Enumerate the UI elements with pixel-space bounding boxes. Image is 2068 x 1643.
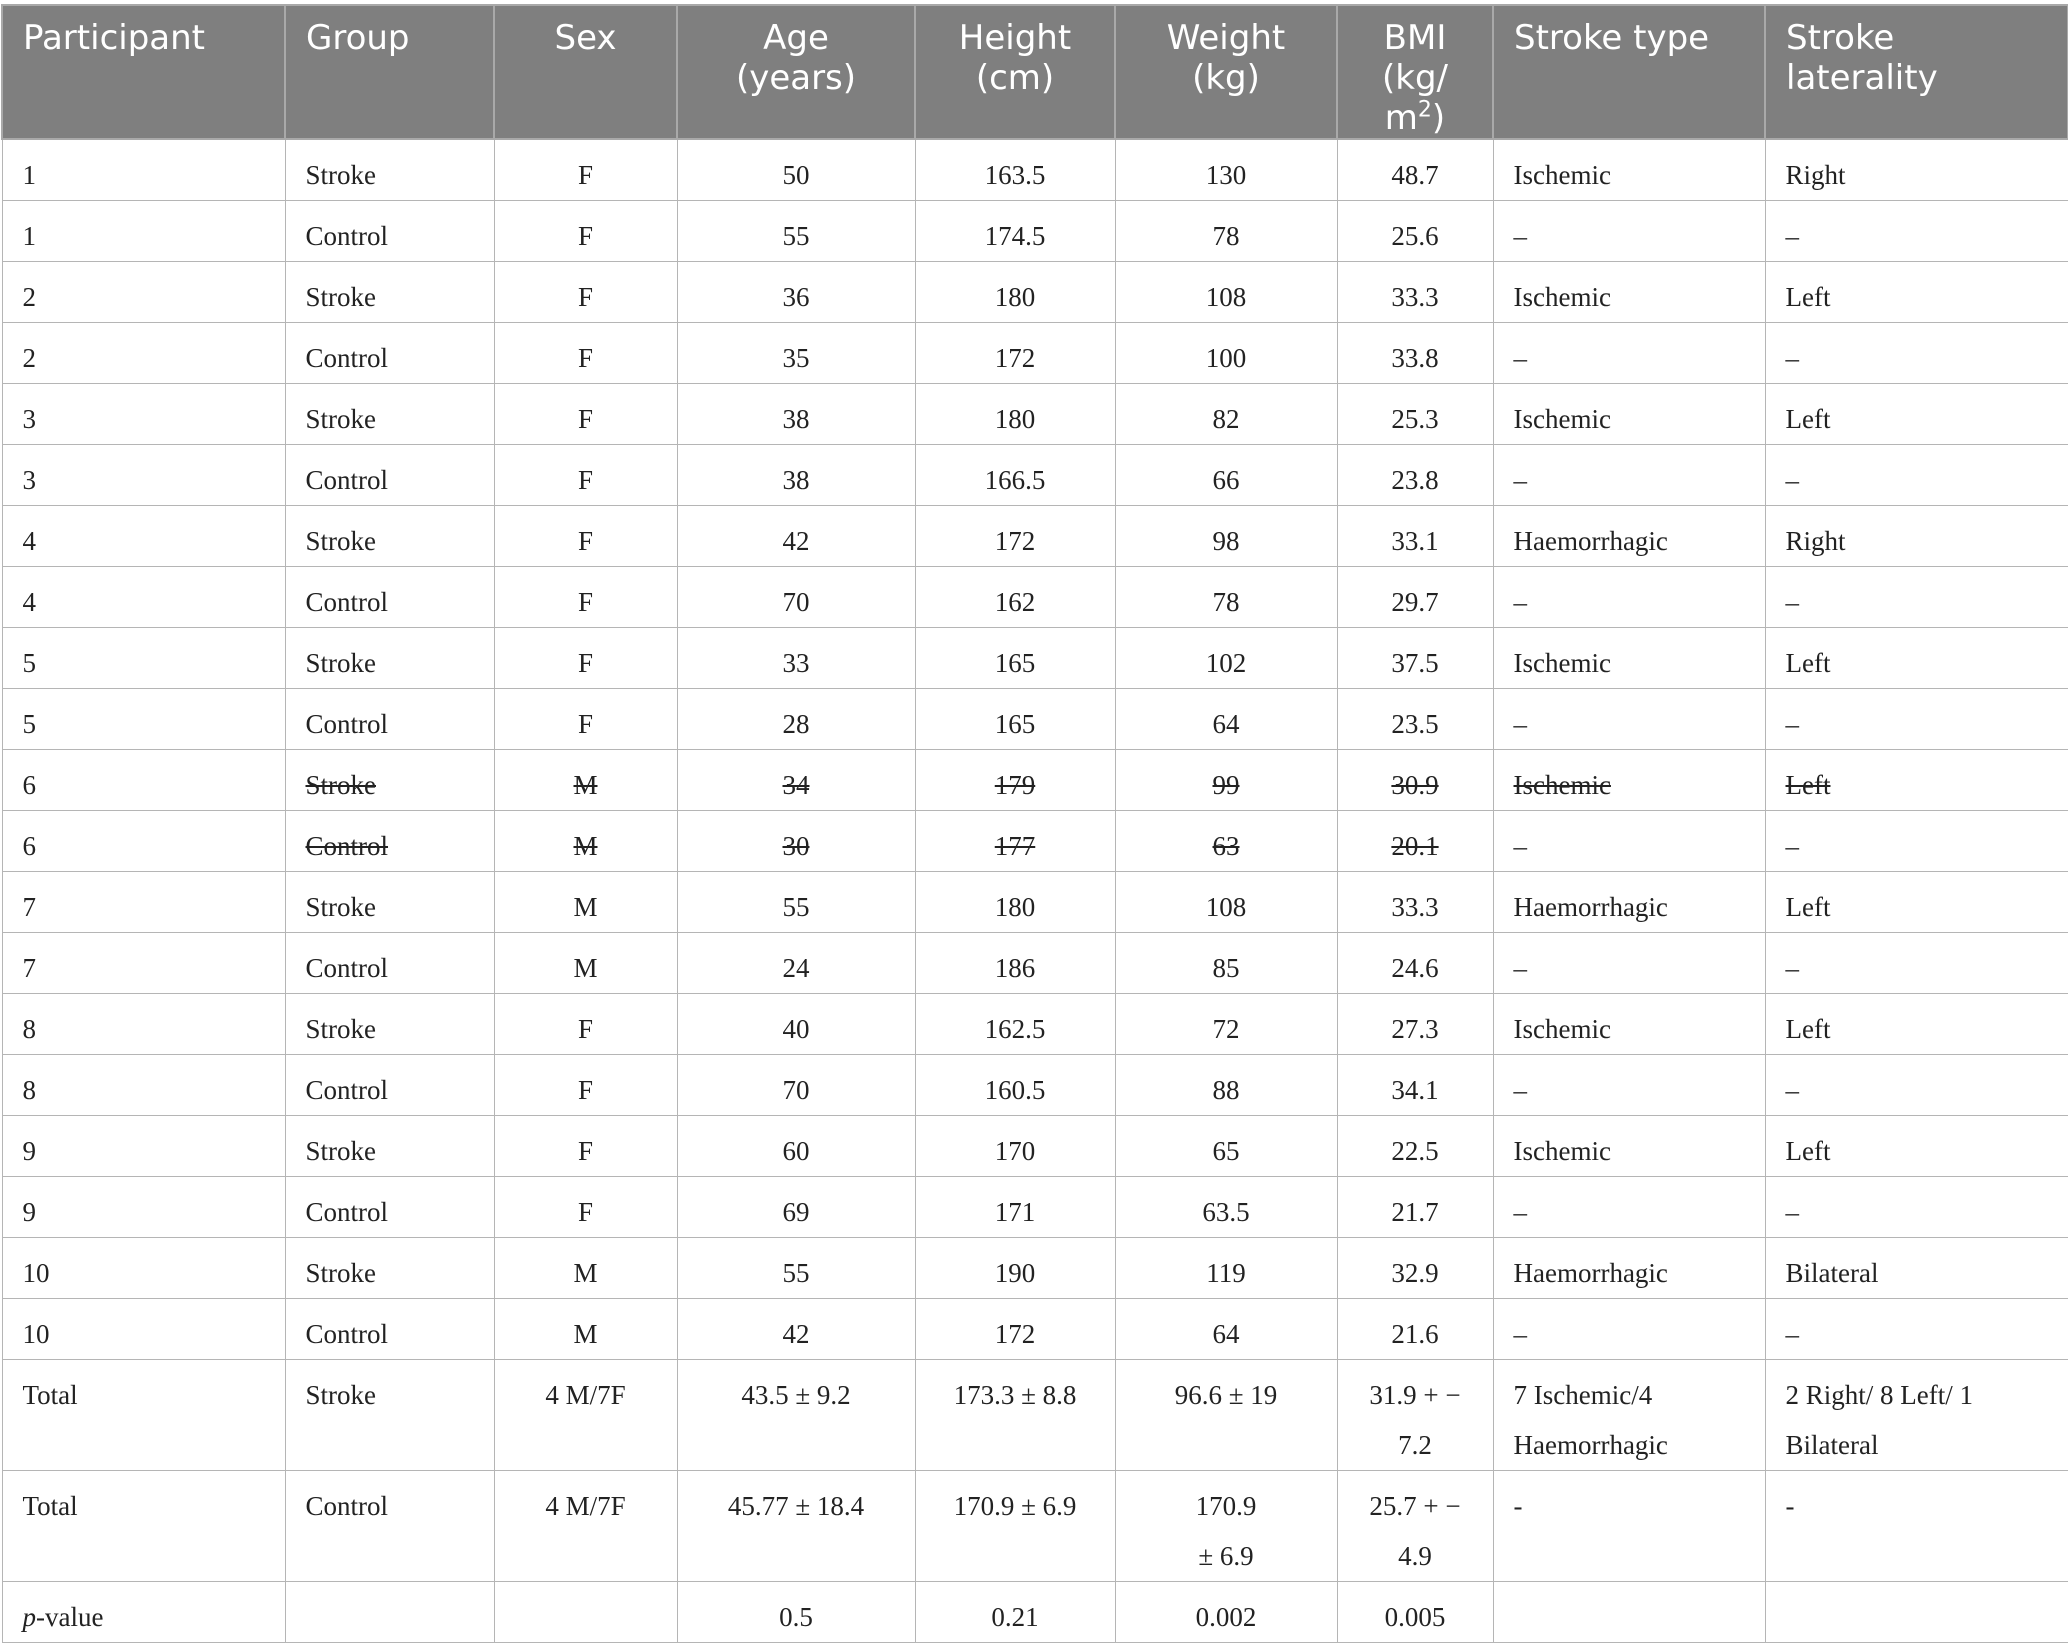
cell-height: 162.5 [915, 994, 1115, 1055]
cell-height: 166.5 [915, 445, 1115, 506]
table-row [2, 445, 2068, 506]
cell-bmi: 31.9 + − 7.2 [1337, 1360, 1493, 1471]
cell-stroke-type: – [1493, 933, 1765, 994]
cell-group: Control [285, 1177, 494, 1238]
cell-height: 171 [915, 1177, 1115, 1238]
cell-bmi: 23.5 [1337, 689, 1493, 750]
cell-stroke-laterality: Left [1765, 1116, 2068, 1177]
cell-stroke-type: – [1493, 1055, 1765, 1116]
cell-stroke-type: Haemorrhagic [1493, 872, 1765, 933]
cell-group: Control [285, 811, 494, 872]
cell-sex: M [494, 1299, 677, 1360]
header-bmi: BMI (kg/ $m^2$) [1337, 5, 1493, 139]
cell-stroke-type: – [1493, 1299, 1765, 1360]
cell-group: Stroke [285, 384, 494, 445]
cell-sex: F [494, 1116, 677, 1177]
cell-sex: F [494, 1177, 677, 1238]
cell-stroke-laterality: – [1765, 933, 2068, 994]
cell-stroke-type: Ischemic [1493, 262, 1765, 323]
cell-participant: 7 [2, 872, 285, 933]
table-row [2, 139, 2068, 201]
cell-weight: 100 [1115, 323, 1337, 384]
cell-age: 36 [677, 262, 915, 323]
cell-bmi: 30.9 [1337, 750, 1493, 811]
cell-pvalue-weight: 0.002 [1115, 1582, 1337, 1643]
cell-weight: 108 [1115, 262, 1337, 323]
cell-stroke-laterality: – [1765, 1177, 2068, 1238]
cell-age: 60 [677, 1116, 915, 1177]
cell-stroke-laterality: Left [1765, 994, 2068, 1055]
cell-stroke-laterality: Right [1765, 139, 2068, 201]
table-row [2, 1116, 2068, 1177]
cell-stroke-laterality: – [1765, 567, 2068, 628]
cell-participant: 6 [2, 750, 285, 811]
cell-empty [494, 1582, 677, 1643]
cell-stroke-type: Haemorrhagic [1493, 506, 1765, 567]
cell-height: 163.5 [915, 139, 1115, 201]
header-stroke-type: Stroke type [1493, 5, 1765, 139]
header-weight: Weight (kg) [1115, 5, 1337, 139]
cell-participant: 2 [2, 262, 285, 323]
cell-height: 180 [915, 262, 1115, 323]
cell-group: Stroke [285, 628, 494, 689]
cell-stroke-laterality: Left [1765, 750, 2068, 811]
cell-stroke-type: – [1493, 567, 1765, 628]
cell-pvalue-label: p-value [2, 1582, 285, 1643]
cell-bmi: 33.3 [1337, 262, 1493, 323]
cell-bmi: 20.1 [1337, 811, 1493, 872]
cell-stroke-type: Ischemic [1493, 628, 1765, 689]
cell-weight: 63.5 [1115, 1177, 1337, 1238]
cell-sex: 4 M/7F [494, 1360, 677, 1471]
table-row [2, 628, 2068, 689]
cell-participant: 8 [2, 994, 285, 1055]
cell-sex: F [494, 445, 677, 506]
cell-sex: F [494, 567, 677, 628]
cell-bmi: 29.7 [1337, 567, 1493, 628]
cell-weight: 65 [1115, 1116, 1337, 1177]
cell-stroke-type: – [1493, 323, 1765, 384]
table-row [2, 506, 2068, 567]
cell-stroke-laterality: Left [1765, 628, 2068, 689]
cell-weight: 108 [1115, 872, 1337, 933]
cell-stroke-type: - [1493, 1471, 1765, 1582]
cell-group: Stroke [285, 872, 494, 933]
cell-participant: 3 [2, 384, 285, 445]
cell-participant: Total [2, 1360, 285, 1471]
header-height: Height (cm) [915, 5, 1115, 139]
cell-group: Control [285, 1055, 494, 1116]
cell-pvalue-age: 0.5 [677, 1582, 915, 1643]
cell-bmi: 32.9 [1337, 1238, 1493, 1299]
cell-sex: F [494, 1055, 677, 1116]
cell-bmi: 33.3 [1337, 872, 1493, 933]
cell-height: 180 [915, 384, 1115, 445]
cell-sex: F [494, 139, 677, 201]
cell-bmi: 33.8 [1337, 323, 1493, 384]
cell-age: 70 [677, 1055, 915, 1116]
cell-weight: 78 [1115, 201, 1337, 262]
table-row [2, 201, 2068, 262]
cell-height: 170 [915, 1116, 1115, 1177]
cell-group: Stroke [285, 750, 494, 811]
cell-height: 180 [915, 872, 1115, 933]
cell-height: 160.5 [915, 1055, 1115, 1116]
cell-weight: 96.6 ± 19 [1115, 1360, 1337, 1471]
cell-bmi: 24.6 [1337, 933, 1493, 994]
cell-bmi: 23.8 [1337, 445, 1493, 506]
cell-stroke-laterality: Right [1765, 506, 2068, 567]
cell-age: 55 [677, 201, 915, 262]
cell-age: 45.77 ± 18.4 [677, 1471, 915, 1582]
header-age: Age (years) [677, 5, 915, 139]
cell-age: 40 [677, 994, 915, 1055]
cell-stroke-type: Ischemic [1493, 1116, 1765, 1177]
cell-bmi: 27.3 [1337, 994, 1493, 1055]
cell-stroke-laterality: Bilateral [1765, 1238, 2068, 1299]
cell-height: 177 [915, 811, 1115, 872]
demographics-table [1, 4, 2068, 1643]
table-row [2, 933, 2068, 994]
cell-weight: 78 [1115, 567, 1337, 628]
cell-age: 34 [677, 750, 915, 811]
cell-group: Control [285, 323, 494, 384]
table-row [2, 262, 2068, 323]
cell-age: 30 [677, 811, 915, 872]
cell-group: Control [285, 933, 494, 994]
cell-height: 173.3 ± 8.8 [915, 1360, 1115, 1471]
cell-group: Control [285, 689, 494, 750]
cell-stroke-type: – [1493, 811, 1765, 872]
cell-age: 24 [677, 933, 915, 994]
cell-group: Control [285, 1299, 494, 1360]
cell-group: Control [285, 1471, 494, 1582]
cell-participant: 2 [2, 323, 285, 384]
cell-weight: 130 [1115, 139, 1337, 201]
cell-weight: 72 [1115, 994, 1337, 1055]
cell-stroke-laterality: - [1765, 1471, 2068, 1582]
table-row [2, 1299, 2068, 1360]
cell-sex: F [494, 994, 677, 1055]
table-row [2, 994, 2068, 1055]
cell-age: 55 [677, 1238, 915, 1299]
cell-sex: M [494, 933, 677, 994]
cell-weight: 63 [1115, 811, 1337, 872]
cell-age: 55 [677, 872, 915, 933]
header-group: Group [285, 5, 494, 139]
cell-participant: 5 [2, 628, 285, 689]
cell-group: Stroke [285, 1238, 494, 1299]
cell-height: 172 [915, 323, 1115, 384]
cell-empty [1765, 1582, 2068, 1643]
header-sex: Sex [494, 5, 677, 139]
cell-stroke-type: Ischemic [1493, 994, 1765, 1055]
cell-bmi: 33.1 [1337, 506, 1493, 567]
cell-bmi: 21.7 [1337, 1177, 1493, 1238]
header-participant: Participant [2, 5, 285, 139]
cell-stroke-laterality: – [1765, 323, 2068, 384]
cell-height: 190 [915, 1238, 1115, 1299]
cell-height: 165 [915, 628, 1115, 689]
cell-stroke-laterality: – [1765, 445, 2068, 506]
cell-weight: 64 [1115, 689, 1337, 750]
cell-sex: F [494, 628, 677, 689]
cell-stroke-type: 7 Ischemic/4 Haemorrhagic [1493, 1360, 1765, 1471]
cell-participant: 6 [2, 811, 285, 872]
table-row-struck [2, 811, 2068, 872]
cell-weight: 119 [1115, 1238, 1337, 1299]
cell-sex: F [494, 384, 677, 445]
cell-stroke-type: – [1493, 1177, 1765, 1238]
cell-sex: F [494, 201, 677, 262]
cell-height: 186 [915, 933, 1115, 994]
header-stroke-laterality: Stroke laterality [1765, 5, 2068, 139]
pvalue-row [2, 1582, 2068, 1643]
cell-height: 172 [915, 1299, 1115, 1360]
cell-bmi: 37.5 [1337, 628, 1493, 689]
table-header [2, 5, 2068, 139]
cell-age: 70 [677, 567, 915, 628]
cell-weight: 102 [1115, 628, 1337, 689]
cell-sex: F [494, 506, 677, 567]
cell-stroke-type: – [1493, 445, 1765, 506]
cell-sex: F [494, 262, 677, 323]
cell-weight: 99 [1115, 750, 1337, 811]
cell-age: 35 [677, 323, 915, 384]
cell-participant: Total [2, 1471, 285, 1582]
cell-stroke-laterality: – [1765, 1055, 2068, 1116]
cell-participant: 7 [2, 933, 285, 994]
cell-participant: 9 [2, 1116, 285, 1177]
cell-age: 42 [677, 506, 915, 567]
cell-age: 28 [677, 689, 915, 750]
cell-age: 38 [677, 384, 915, 445]
cell-stroke-type: Ischemic [1493, 750, 1765, 811]
cell-sex: M [494, 750, 677, 811]
cell-height: 162 [915, 567, 1115, 628]
cell-group: Stroke [285, 506, 494, 567]
table-row [2, 384, 2068, 445]
cell-stroke-type: Haemorrhagic [1493, 1238, 1765, 1299]
cell-participant: 10 [2, 1299, 285, 1360]
table-row [2, 1238, 2068, 1299]
total-row-stroke [2, 1360, 2068, 1471]
cell-height: 170.9 ± 6.9 [915, 1471, 1115, 1582]
table-body [2, 139, 2068, 1643]
cell-age: 42 [677, 1299, 915, 1360]
cell-group: Stroke [285, 262, 494, 323]
cell-age: 69 [677, 1177, 915, 1238]
cell-group: Control [285, 567, 494, 628]
cell-bmi: 25.3 [1337, 384, 1493, 445]
cell-sex: M [494, 1238, 677, 1299]
cell-stroke-laterality: Left [1765, 872, 2068, 933]
cell-weight: 64 [1115, 1299, 1337, 1360]
table-row [2, 872, 2068, 933]
cell-empty [285, 1582, 494, 1643]
cell-bmi: 21.6 [1337, 1299, 1493, 1360]
cell-weight: 66 [1115, 445, 1337, 506]
cell-empty [1493, 1582, 1765, 1643]
cell-participant: 4 [2, 506, 285, 567]
cell-group: Stroke [285, 139, 494, 201]
table-row [2, 567, 2068, 628]
cell-weight: 170.9 ± 6.9 [1115, 1471, 1337, 1582]
cell-bmi: 25.6 [1337, 201, 1493, 262]
cell-bmi: 22.5 [1337, 1116, 1493, 1177]
cell-bmi: 48.7 [1337, 139, 1493, 201]
cell-bmi: 34.1 [1337, 1055, 1493, 1116]
cell-pvalue-bmi: 0.005 [1337, 1582, 1493, 1643]
cell-stroke-laterality: – [1765, 201, 2068, 262]
cell-stroke-type: Ischemic [1493, 384, 1765, 445]
cell-participant: 9 [2, 1177, 285, 1238]
table-row [2, 689, 2068, 750]
header-row [2, 5, 2068, 139]
cell-age: 43.5 ± 9.2 [677, 1360, 915, 1471]
cell-stroke-laterality: – [1765, 811, 2068, 872]
cell-weight: 88 [1115, 1055, 1337, 1116]
cell-sex: 4 M/7F [494, 1471, 677, 1582]
cell-sex: F [494, 689, 677, 750]
cell-height: 172 [915, 506, 1115, 567]
cell-stroke-laterality: Left [1765, 384, 2068, 445]
cell-group: Stroke [285, 1360, 494, 1471]
cell-height: 174.5 [915, 201, 1115, 262]
cell-age: 50 [677, 139, 915, 201]
cell-group: Stroke [285, 1116, 494, 1177]
cell-height: 165 [915, 689, 1115, 750]
cell-stroke-type: Ischemic [1493, 139, 1765, 201]
cell-participant: 3 [2, 445, 285, 506]
cell-group: Control [285, 201, 494, 262]
cell-stroke-laterality: 2 Right/ 8 Left/ 1 Bilateral [1765, 1360, 2068, 1471]
cell-age: 33 [677, 628, 915, 689]
cell-weight: 98 [1115, 506, 1337, 567]
table-row [2, 1177, 2068, 1238]
cell-height: 179 [915, 750, 1115, 811]
table-row [2, 323, 2068, 384]
cell-stroke-laterality: Left [1765, 262, 2068, 323]
cell-bmi: 25.7 + − 4.9 [1337, 1471, 1493, 1582]
cell-participant: 1 [2, 139, 285, 201]
cell-age: 38 [677, 445, 915, 506]
table-row [2, 1055, 2068, 1116]
cell-group: Stroke [285, 994, 494, 1055]
cell-sex: M [494, 811, 677, 872]
cell-stroke-type: – [1493, 201, 1765, 262]
table-row-struck [2, 750, 2068, 811]
cell-pvalue-height: 0.21 [915, 1582, 1115, 1643]
cell-sex: F [494, 323, 677, 384]
cell-participant: 5 [2, 689, 285, 750]
cell-stroke-type: – [1493, 689, 1765, 750]
cell-sex: M [494, 872, 677, 933]
cell-group: Control [285, 445, 494, 506]
cell-participant: 10 [2, 1238, 285, 1299]
cell-stroke-laterality: – [1765, 1299, 2068, 1360]
cell-participant: 8 [2, 1055, 285, 1116]
cell-stroke-laterality: – [1765, 689, 2068, 750]
cell-participant: 1 [2, 201, 285, 262]
cell-weight: 85 [1115, 933, 1337, 994]
total-row-control [2, 1471, 2068, 1582]
cell-participant: 4 [2, 567, 285, 628]
cell-weight: 82 [1115, 384, 1337, 445]
